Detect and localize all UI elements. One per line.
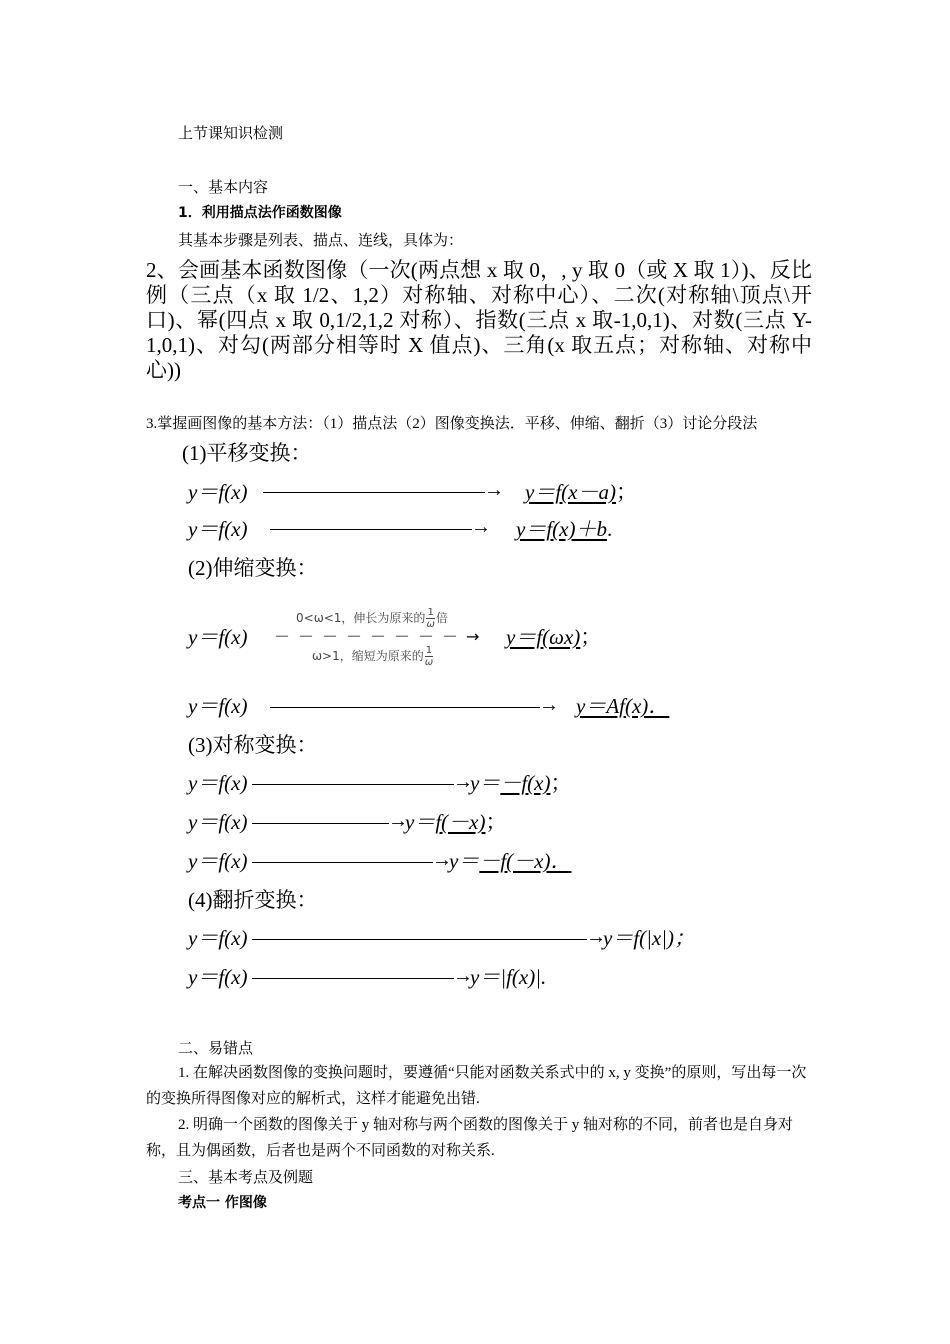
y-equals: y＝: [470, 771, 501, 795]
symmetry-formula-1: －f(x): [500, 771, 551, 795]
translate-lhs-2: y＝f(x): [188, 517, 248, 541]
scale-condition-bottom: [312, 645, 434, 668]
fraction: [425, 645, 433, 668]
arrow-head-icon: →: [539, 694, 559, 716]
scale-lhs-2: y＝f(x): [188, 694, 248, 718]
scale-formula-1: y＝f(ωx): [506, 625, 581, 649]
scale-title: (2)伸缩变换：: [188, 556, 318, 580]
symmetry-result-3: [449, 849, 579, 874]
transform-arrow-line: [252, 978, 454, 979]
arrow-head-icon: →: [484, 479, 504, 501]
y-equals: y＝: [449, 849, 480, 873]
fraction-numerator: 1: [425, 645, 433, 656]
scale-result-1: [506, 625, 601, 650]
transform-arrow-line: [252, 939, 587, 940]
arrow-head-icon: →: [432, 849, 452, 871]
translate-formula-1: y＝f(x－a): [525, 480, 616, 504]
item-3-body: 3.掌握画图像的基本方法：（1）描点法（2）图像变换法．平移、伸缩、翻折（3）讨论分段法: [146, 416, 758, 432]
fraction-denominator: ω: [426, 619, 435, 630]
section-3-title: 三、基本考点及例题: [178, 1170, 314, 1186]
transform-arrow-line: [252, 862, 433, 863]
condition-text: 0<ω<1，伸长为原来的: [296, 611, 426, 625]
arrow-head-icon: →: [388, 810, 408, 832]
symmetry-formula-2: f(－x): [435, 810, 486, 834]
condition-text-end: 倍: [435, 611, 448, 625]
arrow-head-icon: →: [471, 516, 491, 538]
translate-lhs-1: y＝f(x): [188, 480, 248, 504]
end-mark: ；: [615, 480, 637, 504]
scale-result-2: [576, 694, 676, 719]
end-mark: .: [606, 517, 613, 541]
translate-result-2: [516, 517, 612, 542]
end-mark: ；: [550, 771, 572, 795]
dashed-arrow: －－－－－－－－→: [274, 627, 488, 646]
end-mark: ；: [485, 810, 507, 834]
translate-formula-2: y＝f(x)＋b: [516, 517, 607, 541]
flip-result-1: y＝f(|x|)；: [603, 926, 696, 950]
translate-title: (1)平移变换：: [182, 441, 312, 465]
fraction-numerator: 1: [427, 607, 434, 618]
key-point-1-title: 考点一 作图像: [178, 1195, 267, 1211]
y-equals: y＝: [405, 810, 436, 834]
translate-result-1: [525, 480, 637, 505]
item-1-title: 1．利用描点法作函数图像: [178, 205, 342, 221]
symmetry-result-2: [405, 810, 506, 835]
arrow-head-icon: →: [453, 771, 473, 793]
arrow-head-icon: →: [586, 926, 606, 948]
transform-arrow-line: [270, 707, 540, 708]
transform-arrow-line: [252, 784, 454, 785]
fraction-denominator: ω: [424, 657, 434, 668]
end-mark: ；: [580, 625, 602, 649]
transform-arrow-line: [270, 529, 472, 530]
symmetry-lhs-1: y＝f(x): [188, 771, 248, 795]
error-point-2: 2. 明确一个函数的图像关于 y 轴对称与两个函数的图像关于 y 轴对称的不同，前者也是自身对称，且为偶函数，后者也是两个不同函数的对称关系.: [146, 1117, 794, 1159]
flip-title: (4)翻折变换：: [188, 888, 318, 912]
check-heading: 上节课知识检测: [178, 126, 284, 142]
transform-arrow-line: [263, 492, 485, 493]
error-point-1: 1. 在解决函数图像的变换问题时，要遵循“只能对函数关系式中的 x, y 变换”的原则，写出每一次的变换所得图像对应的解析式，这样才能避免出错.: [146, 1065, 807, 1107]
flip-lhs-1: y＝f(x): [188, 926, 248, 950]
item-1-body: 其基本步骤是列表、描点、连线，具体为：: [178, 233, 464, 249]
symmetry-lhs-2: y＝f(x): [188, 810, 248, 834]
section-1-title: 一、基本内容: [178, 180, 269, 196]
scale-formula-2: y＝Af(x)．: [576, 694, 670, 718]
item-2-body: 2、会画基本函数图像（一次(两点想 x 取 0，, y 取 0（或 X 取 1）)、反比例（三点（x 取 1/2、1,2）对称轴、对称中心）、二次(对称轴\顶点\开口)、幂(四点 x 取 0,1/2,1,2 对称）、指数(三点 x 取-1,0,1)、对数(三点 Y-1,0,1)、对勾(两部分相等时 X 值点)、三角(x 取五点；对称轴、对称中心)): [146, 258, 812, 382]
symmetry-lhs-3: y＝f(x): [188, 849, 248, 873]
scale-lhs-1: y＝f(x): [188, 625, 248, 649]
condition-text: ω>1，缩短为原来的: [312, 649, 424, 663]
section-2-title: 二、易错点: [178, 1041, 254, 1057]
symmetry-formula-3: －f(－x)．: [479, 849, 572, 873]
symmetry-title: (3)对称变换：: [188, 733, 318, 757]
arrow-head-icon: →: [453, 965, 473, 987]
symmetry-result-1: [470, 771, 571, 796]
flip-result-2: y＝|f(x)|.: [470, 965, 547, 989]
transform-arrow-line: [252, 823, 389, 824]
flip-lhs-2: y＝f(x): [188, 965, 248, 989]
